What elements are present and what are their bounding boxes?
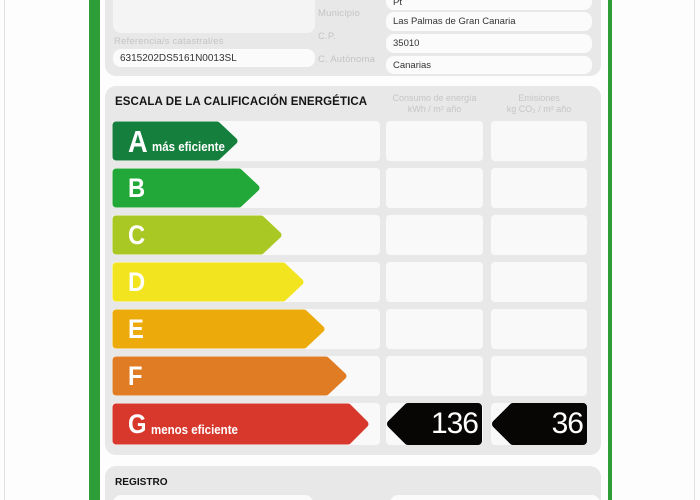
rating-arrow-G xyxy=(112,403,369,445)
catastral-label: Referencia/s catastral/es xyxy=(114,36,224,47)
rating-arrow-F xyxy=(112,356,347,396)
rating-letter-F: F xyxy=(128,360,143,391)
scale-row-G xyxy=(105,403,601,445)
scale-row-E xyxy=(105,309,601,349)
emisiones-cell-A xyxy=(491,121,587,161)
rating-letter-E: E xyxy=(128,313,144,344)
scale-row-F xyxy=(105,356,601,396)
consumo-cell-F xyxy=(386,356,483,396)
consumo-cell-B xyxy=(386,168,483,208)
rating-letter-A: A xyxy=(128,123,148,159)
property-data-panel xyxy=(105,0,601,76)
floor-input[interactable]: Pt xyxy=(386,0,592,10)
cp-input[interactable]: 35010 xyxy=(386,34,592,53)
consumo-header-line1: Consumo de energía xyxy=(392,93,477,103)
rating-letter-C: C xyxy=(128,219,146,250)
energy-scale-panel xyxy=(105,86,601,455)
rating-letter-D: D xyxy=(128,266,146,297)
rating-arrow-B xyxy=(112,168,260,208)
consumo-cell-A xyxy=(386,121,483,161)
right-page-edge xyxy=(694,0,695,500)
emisiones-cell-F xyxy=(491,356,587,396)
address-field[interactable] xyxy=(113,0,315,33)
consumo-column-header xyxy=(386,93,483,115)
registro-title: REGISTRO xyxy=(115,476,168,488)
municipio-input[interactable]: Las Palmas de Gran Canaria xyxy=(386,12,592,31)
autonoma-input[interactable]: Canarias xyxy=(386,56,592,74)
autonoma-label: C. Autónoma xyxy=(318,54,376,65)
rating-arrow-A xyxy=(112,121,238,161)
rating-arrow-D xyxy=(112,262,304,302)
consumo-cell-C xyxy=(386,215,483,255)
scale-row-D xyxy=(105,262,601,302)
scale-title: ESCALA DE LA CALIFICACIÓN ENERGÉTICA xyxy=(115,94,368,108)
emisiones-value: 36 xyxy=(551,407,583,440)
emisiones-column-header xyxy=(491,93,587,115)
registro-panel xyxy=(105,466,601,500)
scale-row-B xyxy=(105,168,601,208)
scale-row-C xyxy=(105,215,601,255)
consumo-cell-D xyxy=(386,262,483,302)
rating-letter-B: B xyxy=(128,172,146,203)
consumo-value: 136 xyxy=(430,407,478,440)
consumo-header-line2: kWh / m² año xyxy=(407,104,462,114)
emisiones-header-line2: kg CO₂ / m² año xyxy=(506,104,572,114)
emisiones-cell-C xyxy=(491,215,587,255)
emisiones-cell-B xyxy=(491,168,587,208)
cp-label: C.P. xyxy=(318,31,337,42)
rating-arrow-C xyxy=(112,215,282,255)
emisiones-cell-D xyxy=(491,262,587,302)
certificate-green-border-left xyxy=(89,0,100,500)
municipio-label: Municipio xyxy=(318,8,360,19)
rating-letter-G: G xyxy=(128,408,147,439)
registro-field-left[interactable] xyxy=(113,495,313,500)
registro-field-right[interactable] xyxy=(390,495,600,500)
efficiency-note-G: menos eficiente xyxy=(151,422,238,437)
scale-row-A xyxy=(105,121,601,161)
rating-arrow-E xyxy=(112,309,325,349)
emisiones-header-line1: Emisiones xyxy=(518,93,560,103)
catastral-input[interactable]: 6315202DS5161N0013SL xyxy=(113,49,315,67)
certificate-green-border-right xyxy=(608,0,612,500)
emisiones-cell-E xyxy=(491,309,587,349)
consumo-value-arrow xyxy=(386,402,483,446)
consumo-cell-E xyxy=(386,309,483,349)
emisiones-value-arrow xyxy=(491,402,588,446)
left-page-edge xyxy=(4,0,5,500)
efficiency-note-A: más eficiente xyxy=(152,139,226,154)
